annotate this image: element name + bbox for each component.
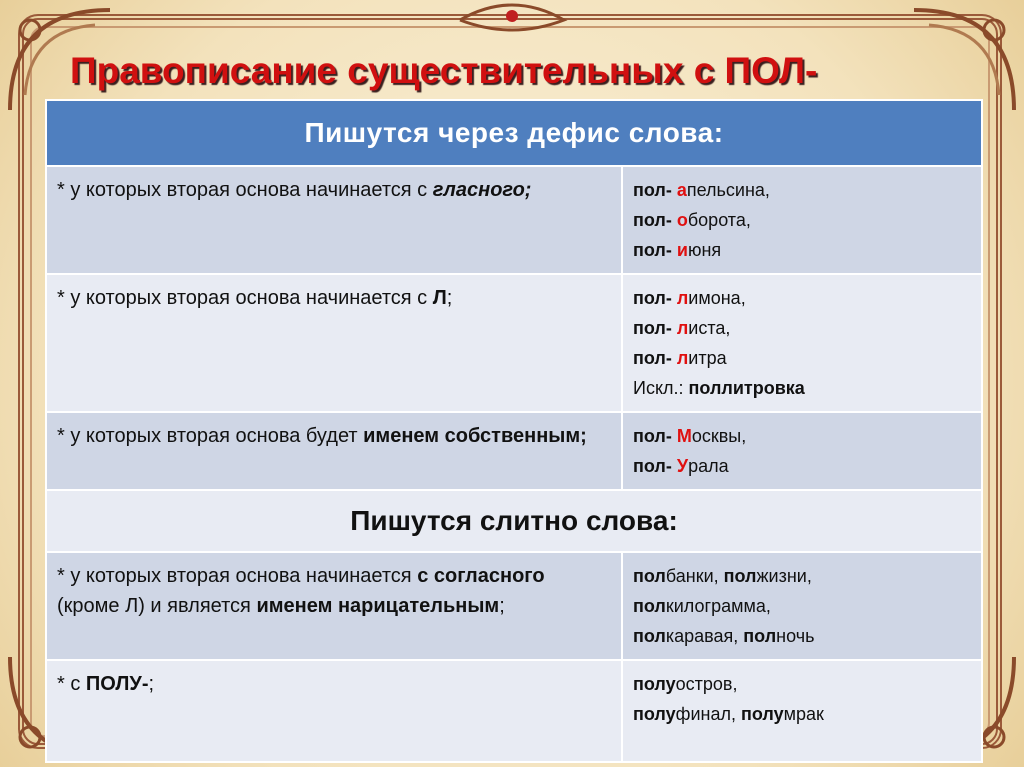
rule-text: * у которых вторая основа начинается с [57,179,433,201]
top-center-ornament-icon [450,0,574,40]
rule-cell [46,166,622,274]
rule-bold: Л [432,287,447,309]
rule-text: * с [57,673,86,695]
table-row [46,412,982,490]
section-header-solid: Пишутся слитно слова: [46,490,982,552]
examples-cell [622,274,982,412]
rule-cell [46,412,622,490]
exception-line: Искл.: поллитровка [633,378,805,398]
section-header-hyphen: Пишутся через дефис слова: [46,100,982,166]
rule-cell: * у которых вторая основа начинается с Л; [46,274,622,412]
example-line: пол- литра [633,348,727,368]
examples-cell [622,660,982,762]
rule-text: * у которых вторая основа будет [57,425,364,447]
rules-table [45,99,983,763]
examples-cell [622,552,982,660]
examples-cell [622,166,982,274]
table-row [46,552,982,660]
rule-text: * у которых вторая основа начинается с [57,287,433,309]
example-line: пол- июня [633,240,722,260]
table-row [46,166,982,274]
example-line: пол- Урала [633,456,729,476]
table-row [46,660,982,762]
example-line: полкаравая, полночь [633,626,815,646]
table-row [46,274,982,412]
example-line: пол- апельсина, [633,180,770,200]
rule-cell: * с ПОЛУ-; [46,660,622,762]
example-line: полуфинал, полумрак [633,704,824,724]
example-line: полбанки, полжизни, [633,566,812,586]
rule-emphasis: гласного; [432,179,532,201]
example-line: пол- листа, [633,318,731,338]
example-line: пол- лимона, [633,288,746,308]
header-row-hyphen [46,100,982,166]
examples-cell [622,412,982,490]
page-title: Правописание существительных с ПОЛ- [70,50,818,91]
example-line: пол- Москвы, [633,426,747,446]
example-line: полкилограмма, [633,596,771,616]
example-line: пол- оборота, [633,210,751,230]
rule-bold: именем собственным; [363,425,587,447]
rule-text: * у которых вторая основа начинается [57,565,418,587]
rule-cell: * у которых вторая основа начинается с согласного (кроме Л) и является именем нарицательным; [46,552,622,660]
example-line: полуостров, [633,674,738,694]
header-row-solid [46,490,982,552]
